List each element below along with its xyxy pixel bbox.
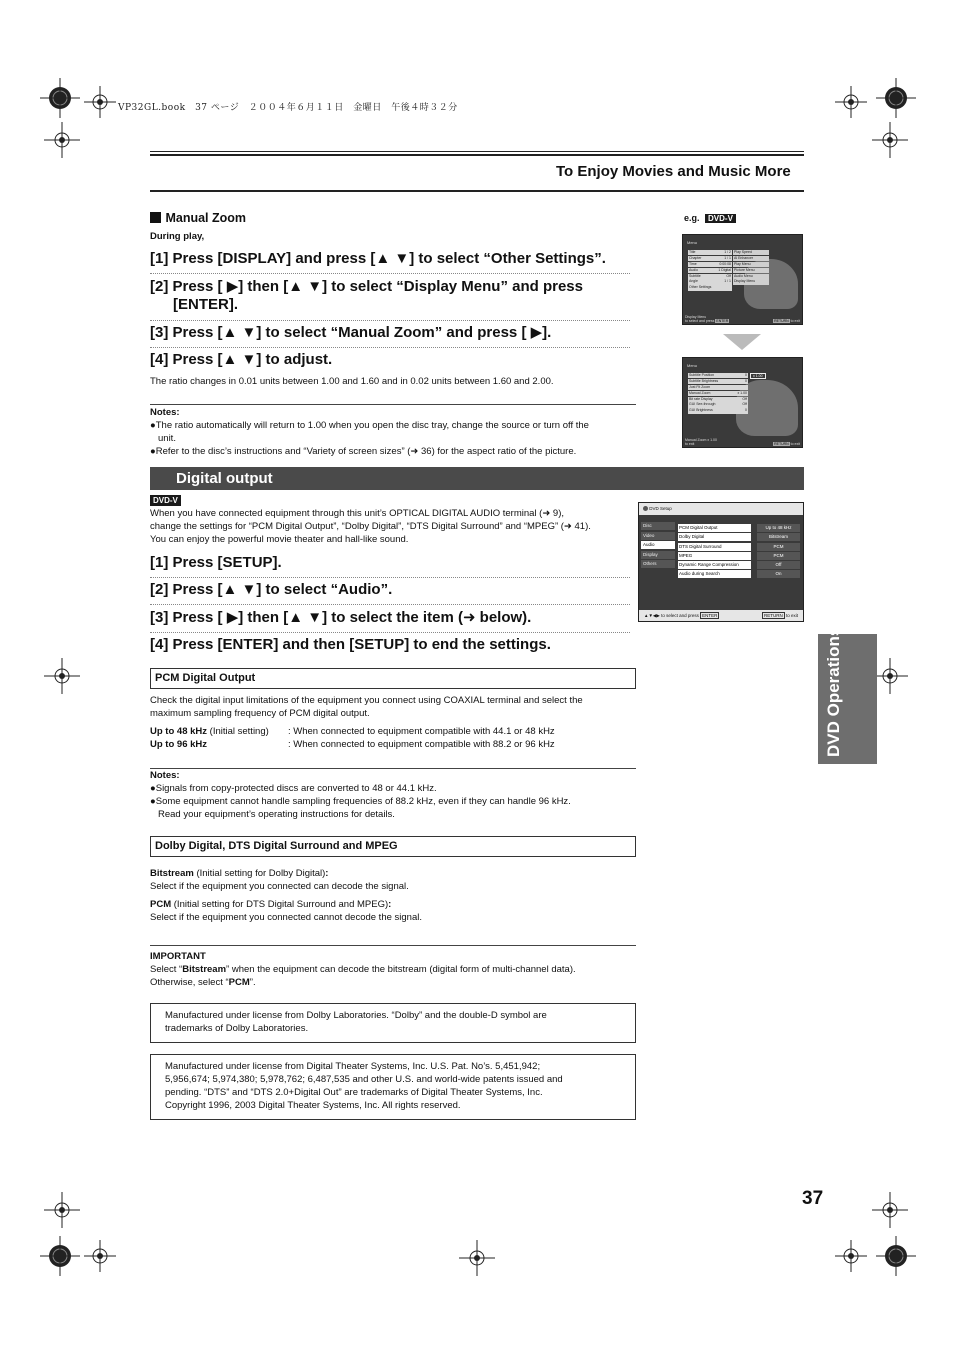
menu-row — [688, 391, 748, 396]
top-rule-thick — [150, 154, 804, 156]
setup-row-value: Off — [757, 561, 800, 569]
menu-row — [688, 408, 748, 413]
crosshair-bottom-right — [872, 1192, 908, 1228]
during-play-label: During play, — [150, 231, 205, 242]
menu-row-value: Off — [726, 273, 731, 278]
top-rule-thin — [150, 151, 804, 152]
registration-mark-bottom-right — [876, 1236, 916, 1276]
menu-row-label: Angle — [689, 279, 698, 284]
eg-label: e.g. DVD-V — [684, 213, 736, 223]
menu-row-label: Just Fit Zoom — [689, 384, 711, 389]
screen2-value-box: x 1.00 — [750, 373, 766, 379]
screen3-tabs — [641, 522, 675, 570]
square-bullet-icon — [150, 212, 161, 223]
digital-output-band: Digital output — [150, 467, 804, 490]
ratio-text: The ratio changes in 0.01 units between 1.00 and 1.60 and in 0.02 units between 1.60 and 2.00. — [150, 376, 554, 387]
setup-tab-display[interactable]: Display — [641, 551, 675, 559]
menu-row-label: Subtitle — [689, 273, 701, 278]
crosshair-left-middle — [44, 658, 80, 694]
menu-row-value: 0:00:08 — [719, 261, 731, 266]
menu-row-label: Subtitle Position — [689, 373, 715, 377]
menu-row-label: Manual Zoom — [689, 390, 711, 395]
screen1-title: Menu — [687, 240, 698, 245]
menu-row — [733, 262, 769, 267]
pcm-desc: Check the digital input limitations of the equipment you connect using COAXIAL terminal and select the maximum sampling frequency of PCM digital output. — [150, 695, 583, 719]
menu-row-label: GUI See-through — [689, 402, 716, 407]
pcm-setting-option: PCM (Initial setting for DTS Digital Surround and MPEG): Select if the equipment you connected cannot decode the signal. — [150, 899, 422, 923]
setup-tab-disc[interactable]: Disc — [641, 522, 675, 530]
pcm-notes: Notes: ●Signals from copy-protected discs are converted to 48 or 44.1 kHz. ●Some equipment cannot handle sampling frequencies of 88.2 kHz, even if they can handle 96 kHz. Read your equipment’s operating instructions for details. — [150, 770, 571, 820]
crosshair-bottom-left — [44, 1192, 80, 1228]
dts-license-box: Manufactured under license from Digital Theater Systems, Inc. U.S. Pat. No’s. 5,451,942; 5,956,674; 5,974,380; 5,978,762; 6,487,535 and other U.S. and world-wide patents issued and pending. “DTS” and “DTS 2.0+Digital Out” are trademarks of Digital Theater Systems, Inc. Copyright 1996, 2003 Digital Theater Systems, Inc. All rights reserved. — [150, 1054, 636, 1120]
menu-row — [688, 373, 748, 378]
output-step-2: [2] Press [▲ ▼] to select “Audio”. — [150, 581, 393, 598]
bitstream-option: Bitstream (Initial setting for Dolby Digital): Select if the equipment you connected can decode the signal. — [150, 868, 409, 892]
output-step-1: [1] Press [SETUP]. — [150, 554, 282, 571]
menu-row — [688, 379, 748, 384]
setup-row-value: PCM — [757, 543, 800, 551]
screen-display-menu — [682, 234, 803, 325]
menu-row-label: Bit rate Display — [689, 396, 713, 401]
important-section: IMPORTANT Select “Bitstream” when the equipment can decode the bitstream (digital form of multi-channel data). Otherwise, select “PCM”. — [150, 951, 576, 988]
menu-row-label: Time — [689, 261, 697, 266]
setup-row[interactable] — [678, 570, 800, 578]
dvd-v-badge: DVD-V — [705, 214, 736, 223]
menu-row — [688, 250, 732, 255]
screen2-footer: Manual Zoom x 1.00 to exit RETURN to exit — [685, 438, 800, 446]
pcm-option-48: Up to 48 kHz (Initial setting) : When connected to equipment compatible with 44.1 or 48 kHz — [150, 726, 555, 737]
setup-row-label: Dolby Digital — [678, 533, 751, 541]
menu-row-value: 1 / 2 — [724, 250, 731, 254]
menu-row-label: Audio Menu — [734, 273, 753, 278]
disc-icon — [643, 506, 648, 511]
menu-row-value: 1 Digital — [718, 267, 731, 272]
menu-row — [688, 402, 748, 407]
step-divider — [150, 604, 630, 605]
pcm-option-96: Up to 96 kHz : When connected to equipment compatible with 88.2 or 96 kHz — [150, 739, 555, 750]
menu-row-label: GUI Brightness — [689, 408, 713, 413]
menu-row-label: Play Menu — [734, 261, 751, 266]
print-header: VP32GL.book 37 ページ ２００４年６月１１日 金曜日 午後４時３２分 — [118, 103, 458, 113]
manual-zoom-heading: Manual Zoom — [150, 209, 246, 227]
dolby-box-title: Dolby Digital, DTS Digital Surround and MPEG — [150, 836, 636, 857]
page-number: 37 — [802, 1188, 824, 1209]
setup-row[interactable] — [678, 543, 800, 551]
menu-row-label: Picture Menu — [734, 267, 755, 272]
step-divider — [150, 320, 630, 321]
menu-row — [688, 256, 732, 261]
screen2-title: Menu — [687, 363, 698, 368]
screen3-titlebar: DVD Setup — [639, 503, 803, 515]
screen3-footer: ▲▼◀▶ to select and press ENTER RETURN to exit — [639, 610, 803, 621]
menu-row — [688, 285, 732, 290]
setup-row-label: DTS Digital Surround — [678, 543, 751, 551]
digital-output-intro: When you have connected equipment through this unit’s OPTICAL DIGITAL AUDIO terminal (➜ 9), change the settings for “PCM Digital Output”, “Dolby Digital”, “DTS Digital Surround” and “MPEG” (➜ 41). You can enjoy the powerful movie theater and hall-like sound. — [150, 508, 591, 545]
dolby-license-box: Manufactured under license from Dolby Laboratories. “Dolby” and the double-D symbol are trademarks of Dolby Laboratories. — [150, 1003, 636, 1043]
menu-row-label: Chapter — [689, 255, 702, 260]
setup-row-value: Bitstream — [757, 533, 800, 541]
screen1-footer: Display Menu to select and press ENTER RETURN to exit — [685, 315, 800, 323]
screen2-rows — [688, 373, 748, 414]
zoom-step-1: [1] Press [DISPLAY] and press [▲ ▼] to select “Other Settings”. — [150, 250, 606, 267]
setup-row[interactable] — [678, 561, 800, 569]
menu-row — [688, 385, 748, 390]
screen3-rows — [678, 524, 800, 580]
zoom-step-4: [4] Press [▲ ▼] to adjust. — [150, 351, 333, 368]
crosshair-bottom-center — [459, 1240, 495, 1276]
registration-mark-top-left — [40, 78, 80, 118]
registration-mark-bottom-left — [40, 1236, 80, 1276]
setup-row-label: Audio during Search — [678, 570, 751, 578]
zoom-notes: Notes: ●The ratio automatically will return to 1.00 when you open the disc tray, change the source or turn off the unit. ●Refer to the disc’s instructions and “Variety of screen sizes” (➜ 36) for the aspect ratio of the picture. — [150, 407, 589, 457]
registration-mark-top-right-2 — [835, 86, 867, 118]
registration-mark-bottom-left-2 — [84, 1240, 116, 1272]
setup-row-label: PCM Digital Output — [678, 524, 751, 532]
menu-row — [688, 279, 732, 284]
screen-dvd-setup — [638, 502, 804, 622]
zoom-step-3: [3] Press [▲ ▼] to select “Manual Zoom” and press [ ▶]. — [150, 324, 552, 341]
menu-row-value: Off — [742, 396, 747, 401]
menu-row-label: Other Settings — [689, 285, 712, 290]
setup-row-value: Up to 48 kHz — [757, 524, 800, 532]
step-divider — [150, 347, 630, 348]
pcm-box-title: PCM Digital Output — [150, 668, 636, 689]
menu-row-value: 0 — [745, 373, 747, 377]
step-divider — [150, 273, 630, 274]
section-title: To Enjoy Movies and Music More — [556, 163, 791, 180]
menu-row — [733, 256, 769, 261]
zoom-step-2: [2] Press [ ▶] then [▲ ▼] to select “Display Menu” and press — [150, 278, 583, 295]
menu-row-value: 0 — [745, 378, 747, 383]
crosshair-top-right — [872, 122, 908, 158]
crosshair-right-middle — [872, 658, 908, 694]
menu-row — [688, 268, 732, 273]
output-step-4: [4] Press [ENTER] and then [SETUP] to end the settings. — [150, 636, 551, 653]
title-rule — [150, 190, 804, 192]
menu-row-value: Off — [742, 402, 747, 407]
menu-row-label: Play Speed — [734, 250, 752, 254]
menu-row-label: Subtitle Brightness — [689, 378, 719, 383]
menu-row-value: 1 / 1 — [724, 255, 731, 260]
notes-rule — [150, 404, 636, 405]
menu-row — [688, 397, 748, 402]
down-arrow-icon — [723, 334, 761, 350]
menu-row-value: x 1.00 — [737, 390, 747, 395]
setup-row[interactable] — [678, 524, 800, 532]
registration-mark-bottom-right-2 — [835, 1240, 867, 1272]
important-rule — [150, 945, 636, 946]
setup-row-label: MPEG — [678, 552, 751, 560]
registration-mark-top-left-2 — [84, 86, 116, 118]
step-divider — [150, 632, 630, 633]
registration-mark-top-right — [876, 78, 916, 118]
menu-row-label: Audio — [689, 267, 698, 272]
screen3-nav-icon: ▲▼◀▶ — [644, 613, 660, 618]
setup-tab-video[interactable]: Video — [641, 532, 675, 540]
menu-row — [733, 279, 769, 284]
menu-row-label: Title — [689, 250, 696, 254]
menu-row — [688, 274, 732, 279]
menu-row — [733, 268, 769, 273]
setup-tab-audio[interactable]: Audio — [641, 541, 675, 549]
menu-row-label: Al Enhancer — [734, 255, 754, 260]
menu-row-label: Display Menu — [734, 279, 756, 284]
screen1-submenu — [733, 250, 769, 285]
menu-row — [733, 250, 769, 255]
menu-row-value: 0 — [745, 408, 747, 413]
menu-row — [733, 274, 769, 279]
setup-row-label: Dynamic Range Compression — [678, 561, 751, 569]
setup-row[interactable] — [678, 552, 800, 560]
screen-manual-zoom — [682, 357, 803, 448]
side-tab-dvd-operations: DVD Operations — [818, 634, 877, 764]
setup-row-value: On — [757, 570, 800, 578]
setup-row-value: PCM — [757, 552, 800, 560]
menu-row-value: 1 / 1 — [724, 279, 731, 284]
menu-row — [688, 262, 732, 267]
crosshair-top-left — [44, 122, 80, 158]
setup-row[interactable] — [678, 533, 800, 541]
setup-tab-others[interactable]: Others — [641, 560, 675, 568]
zoom-step-2-cont: [ENTER]. — [173, 296, 238, 313]
output-step-3: [3] Press [ ▶] then [▲ ▼] to select the item (➜ below). — [150, 609, 532, 626]
dvd-v-badge: DVD-V — [150, 495, 181, 506]
screen1-rows — [688, 250, 732, 291]
step-divider — [150, 577, 630, 578]
